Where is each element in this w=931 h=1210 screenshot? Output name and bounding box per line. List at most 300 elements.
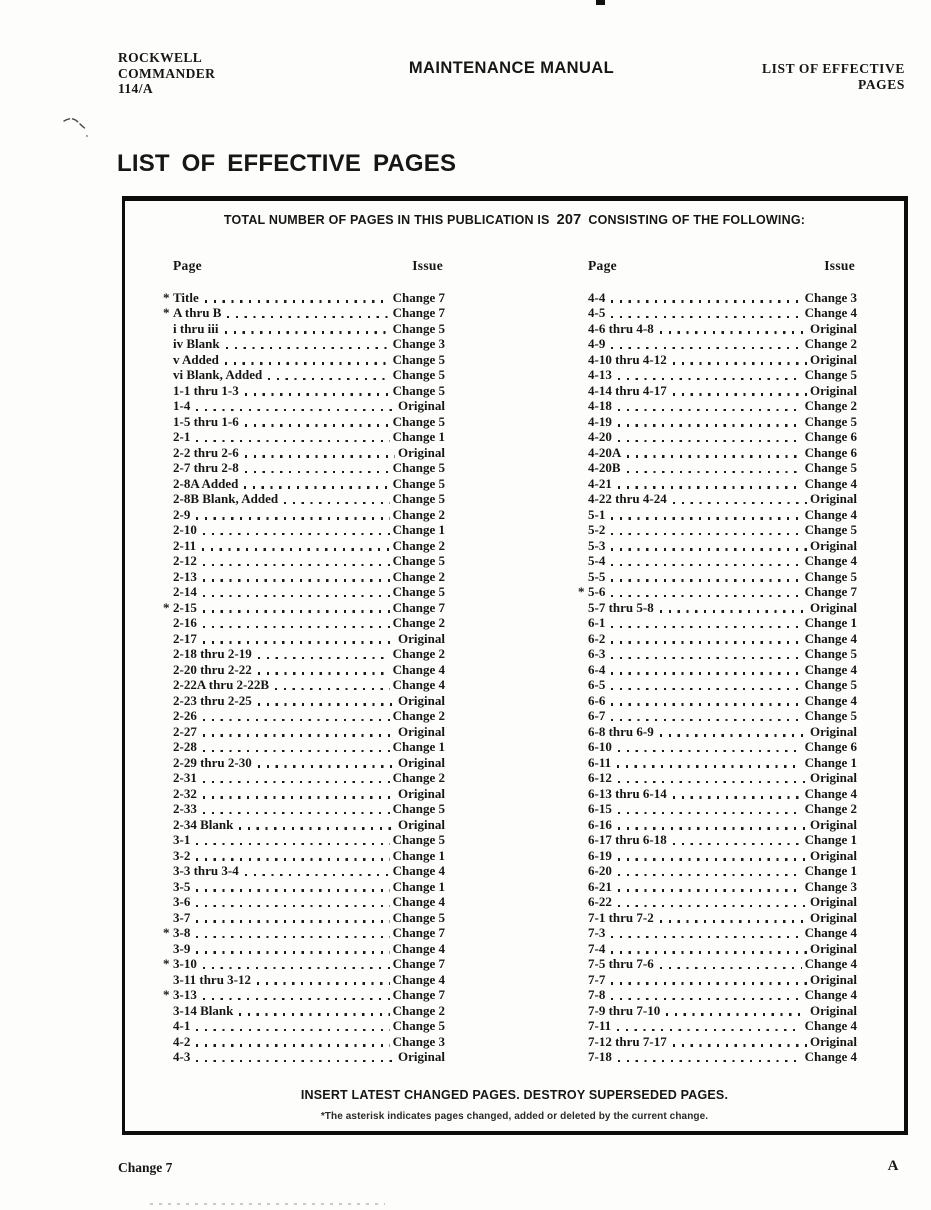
- effective-page-row: [163, 585, 445, 601]
- effective-page-row: [578, 290, 857, 306]
- effective-page-row: [578, 771, 857, 787]
- publisher-line: COMMANDER: [118, 65, 216, 81]
- dot-leader: [611, 688, 801, 690]
- effective-page-row: [163, 445, 445, 461]
- dot-leader: [611, 548, 807, 550]
- page-label: 1-1 thru 1-3: [173, 382, 239, 398]
- page-label: 2-23 thru 2-25: [173, 692, 252, 708]
- effective-page-row: [578, 399, 857, 415]
- page-label: 7-9 thru 7-10: [588, 1002, 661, 1018]
- effective-page-row: [163, 569, 445, 585]
- effective-page-row: [578, 492, 857, 508]
- page-label: 6-11: [588, 754, 612, 770]
- dot-leader: [673, 796, 802, 798]
- page-label: 6-16: [588, 816, 612, 832]
- issue-label: Original: [398, 816, 445, 832]
- dot-leader: [611, 595, 801, 597]
- page-label: 2-22A thru 2-22B: [173, 677, 270, 692]
- effective-page-row: [578, 430, 857, 446]
- effective-page-row: [163, 817, 445, 833]
- effective-page-row: [578, 1003, 857, 1019]
- page-label: 3-8: [173, 925, 191, 940]
- dot-leader: [245, 874, 390, 876]
- issue-label: Change 4: [804, 661, 857, 677]
- pen-squiggle-mark: [58, 112, 94, 142]
- dot-leader: [196, 889, 389, 891]
- effective-page-row: [578, 1034, 857, 1050]
- page-label: 4-22 thru 4-24: [588, 491, 667, 506]
- issue-label: Change 4: [392, 677, 445, 692]
- issue-label: Original: [810, 723, 857, 739]
- dot-leader: [611, 982, 807, 984]
- dot-leader: [618, 1060, 802, 1062]
- dot-leader: [239, 827, 395, 829]
- issue-label: Change 3: [804, 878, 857, 894]
- page-label: 6-17 thru 6-18: [588, 832, 667, 847]
- effective-page-row: [578, 523, 857, 539]
- scan-dots-bottom: [150, 1203, 385, 1205]
- issue-label: Original: [398, 754, 445, 770]
- effective-page-row: [578, 693, 857, 709]
- issue-label: Change 7: [804, 584, 857, 599]
- issue-label: Change 4: [804, 475, 857, 491]
- effective-page-row: [163, 1034, 445, 1050]
- page-label: 6-3: [588, 646, 606, 661]
- effective-page-row: [163, 988, 445, 1004]
- dot-leader: [627, 471, 802, 473]
- dot-leader: [673, 1044, 807, 1046]
- issue-label: Change 1: [804, 863, 857, 878]
- page-label: Title: [173, 289, 199, 305]
- dot-leader: [611, 657, 801, 659]
- page-label: 6-22: [588, 894, 612, 909]
- dot-leader: [627, 455, 801, 457]
- asterisk-marker: *: [163, 599, 170, 615]
- page-label: 5-2: [588, 522, 606, 537]
- issue-label: Change 4: [804, 956, 857, 971]
- issue-label: Change 1: [804, 615, 857, 630]
- page-label: 2-16: [173, 615, 197, 630]
- issue-label: Change 7: [392, 925, 445, 940]
- page-label: 6-10: [588, 739, 612, 754]
- dot-leader: [205, 300, 390, 302]
- dot-leader: [618, 905, 807, 907]
- dot-leader: [618, 781, 807, 783]
- effective-page-row: [578, 337, 857, 353]
- issue-label: Change 2: [392, 506, 445, 522]
- effective-page-row: [163, 693, 445, 709]
- effective-page-row: [578, 414, 857, 430]
- dot-leader: [196, 936, 389, 938]
- effective-page-row: [578, 988, 857, 1004]
- effective-page-row: [578, 569, 857, 585]
- dot-leader: [660, 920, 807, 922]
- asterisk-footnote: *The asterisk indicates pages changed, added or deleted by the current change.: [320, 1111, 709, 1122]
- page-label: 4-13: [588, 367, 612, 382]
- effective-page-row: [578, 461, 857, 477]
- effective-page-row: [163, 895, 445, 911]
- page-label: 3-7: [173, 909, 191, 925]
- issue-label: Change 4: [392, 940, 445, 956]
- effective-page-row: [163, 771, 445, 787]
- page-label: 4-3: [173, 1049, 191, 1064]
- dot-leader: [611, 300, 801, 302]
- dot-leader: [245, 393, 390, 395]
- page-label: 2-33: [173, 801, 197, 816]
- effective-page-row: [163, 352, 445, 368]
- effective-page-row: [163, 709, 445, 725]
- page-label: 5-7 thru 5-8: [588, 599, 654, 615]
- dot-leader: [673, 393, 807, 395]
- dot-leader: [673, 362, 807, 364]
- issue-label: Change 2: [804, 336, 857, 351]
- effective-page-row: [578, 1050, 857, 1066]
- page-label: 2-7 thru 2-8: [173, 460, 239, 475]
- issue-label: Original: [810, 1033, 857, 1049]
- effective-page-row: [163, 972, 445, 988]
- issue-label: Change 4: [804, 1018, 857, 1033]
- issue-label: Change 4: [804, 553, 857, 568]
- running-header: [118, 50, 905, 97]
- dot-leader: [203, 812, 390, 814]
- effective-page-row: [578, 910, 857, 926]
- issue-label: Original: [398, 444, 445, 460]
- issue-label: Change 5: [392, 382, 445, 398]
- effective-page-row: [163, 833, 445, 849]
- issue-label: Original: [810, 537, 857, 553]
- issue-label: Change 5: [392, 413, 445, 429]
- total-suffix: CONSISTING OF THE FOLLOWING:: [588, 213, 806, 227]
- effective-page-row: [578, 895, 857, 911]
- page-label: 7-11: [588, 1018, 612, 1033]
- section-title-block: [705, 61, 905, 93]
- issue-label: Change 5: [392, 491, 445, 506]
- dot-leader: [239, 1013, 389, 1015]
- page-label: 2-29 thru 2-30: [173, 754, 252, 770]
- effective-page-row: [578, 662, 857, 678]
- page-label: 4-14 thru 4-17: [588, 382, 667, 398]
- dot-leader: [227, 316, 389, 318]
- section-title-line: LIST OF EFFECTIVE: [762, 61, 905, 76]
- issue-label: Change 1: [392, 878, 445, 894]
- page-label: 5-5: [588, 568, 606, 584]
- dot-leader: [618, 812, 802, 814]
- effective-page-row: [578, 616, 857, 632]
- dot-leader: [203, 750, 390, 752]
- issue-label: Original: [810, 351, 857, 367]
- issue-label: Change 7: [392, 599, 445, 615]
- effective-page-row: [163, 306, 445, 322]
- issue-label: Change 4: [392, 661, 445, 677]
- issue-label: Change 5: [392, 1018, 445, 1033]
- publisher-line: 114/A: [118, 81, 154, 96]
- issue-label: Change 4: [804, 305, 857, 320]
- asterisk-marker: *: [163, 925, 170, 940]
- effective-page-row: [578, 368, 857, 384]
- page-label: 6-7: [588, 708, 606, 723]
- dot-leader: [196, 517, 389, 519]
- issue-label: Change 4: [392, 894, 445, 909]
- issue-label: Change 4: [804, 506, 857, 522]
- effective-page-row: [578, 507, 857, 523]
- page-label: 5-3: [588, 537, 606, 553]
- page-label: 7-7: [588, 971, 606, 987]
- effective-page-row: [578, 941, 857, 957]
- effective-page-row: [163, 368, 445, 384]
- dot-leader: [203, 719, 390, 721]
- effective-page-row: [163, 786, 445, 802]
- dot-leader: [268, 378, 389, 380]
- issue-label: Change 4: [804, 1049, 857, 1064]
- page-label: 7-1 thru 7-2: [588, 909, 654, 925]
- dot-leader: [673, 502, 807, 504]
- dot-leader: [196, 843, 389, 845]
- issue-label: Change 5: [392, 367, 445, 382]
- issue-label: Change 5: [392, 460, 445, 475]
- dot-leader: [611, 998, 801, 1000]
- dot-leader: [618, 486, 802, 488]
- page-label: 3-14 Blank: [173, 1002, 234, 1018]
- asterisk-marker: *: [163, 987, 170, 1002]
- effective-page-row: [578, 647, 857, 663]
- page-label: 4-2: [173, 1033, 191, 1049]
- total-count: 207: [556, 212, 582, 228]
- page-label: 5-4: [588, 553, 606, 568]
- dot-leader: [673, 843, 802, 845]
- page-label: 2-10: [173, 522, 197, 537]
- effective-page-row: [163, 290, 445, 306]
- manual-title: MAINTENANCE MANUAL: [408, 59, 615, 77]
- dot-leader: [258, 657, 390, 659]
- effective-page-row: [163, 1003, 445, 1019]
- dot-leader: [611, 951, 807, 953]
- issue-label: Change 5: [392, 553, 445, 568]
- dot-leader: [617, 765, 802, 767]
- effective-page-row: [578, 724, 857, 740]
- page-label: 2-8B Blank, Added: [173, 491, 279, 506]
- dot-leader: [245, 424, 390, 426]
- dot-leader: [618, 424, 802, 426]
- page-column-header: Page: [173, 258, 202, 273]
- dot-leader: [611, 719, 801, 721]
- effective-page-row: [578, 972, 857, 988]
- effective-page-row: [163, 802, 445, 818]
- dot-leader: [275, 688, 390, 690]
- page-label: 6-6: [588, 692, 606, 708]
- page-label: 5-1: [588, 506, 606, 522]
- issue-label: Change 1: [392, 847, 445, 863]
- dot-leader: [660, 331, 807, 333]
- effective-page-row: [578, 538, 857, 554]
- issue-label: Change 2: [392, 615, 445, 630]
- dot-leader: [284, 502, 390, 504]
- column-headers: [173, 258, 443, 274]
- effective-page-row: [578, 709, 857, 725]
- page-label: A thru B: [173, 305, 222, 320]
- asterisk-marker: *: [163, 956, 170, 971]
- total-pages-line: [125, 212, 904, 228]
- page-label: 4-20: [588, 429, 612, 444]
- issue-label: Change 7: [392, 987, 445, 1002]
- issue-label: Change 2: [392, 770, 445, 785]
- page-label: 7-3: [588, 925, 606, 940]
- issue-label: Change 5: [804, 413, 857, 429]
- issue-label: Change 2: [392, 1002, 445, 1018]
- effective-page-row: [163, 740, 445, 756]
- issue-label: Change 5: [804, 522, 857, 537]
- page-label: 2-14: [173, 584, 197, 599]
- page-label: 6-2: [588, 630, 606, 646]
- asterisk-marker: *: [163, 305, 170, 320]
- issue-label: Original: [398, 785, 445, 801]
- issue-label: Change 2: [392, 646, 445, 661]
- effective-page-row: [163, 507, 445, 523]
- issue-label: Change 5: [804, 708, 857, 723]
- effective-page-row: [578, 600, 857, 616]
- issue-label: Change 3: [392, 336, 445, 351]
- effective-page-row: [163, 879, 445, 895]
- issue-label: Change 5: [392, 351, 445, 367]
- effective-page-row: [578, 321, 857, 337]
- page-label: 6-19: [588, 847, 612, 863]
- issue-label: Original: [398, 630, 445, 646]
- dot-leader: [225, 362, 390, 364]
- dot-leader: [611, 316, 801, 318]
- page-title: LIST OF EFFECTIVE PAGES: [117, 150, 457, 177]
- page-label: 2-26: [173, 708, 197, 723]
- issue-label: Original: [810, 491, 857, 506]
- issue-label: Change 5: [804, 677, 857, 692]
- effective-page-row: [578, 476, 857, 492]
- page-label: v Added: [173, 351, 219, 367]
- effective-page-row: [163, 492, 445, 508]
- effective-page-row: [163, 461, 445, 477]
- right-column: [578, 258, 857, 1065]
- dot-leader: [196, 905, 389, 907]
- issue-column-header: Issue: [412, 258, 443, 273]
- dot-leader: [618, 409, 802, 411]
- issue-label: Change 7: [392, 305, 445, 320]
- issue-label: Original: [398, 1049, 445, 1064]
- dot-leader: [203, 998, 390, 1000]
- issue-label: Change 4: [392, 863, 445, 878]
- page-label: 3-10: [173, 956, 197, 971]
- page-label: 6-5: [588, 677, 606, 692]
- dot-leader: [611, 533, 801, 535]
- page-label: iv Blank: [173, 336, 220, 351]
- effective-page-row: [163, 755, 445, 771]
- effective-page-row: [163, 321, 445, 337]
- issue-label: Change 1: [392, 429, 445, 444]
- column-headers: [588, 258, 855, 274]
- issue-label: Change 5: [392, 584, 445, 599]
- issue-label: Change 2: [392, 568, 445, 584]
- page-label: 2-8A Added: [173, 475, 239, 491]
- dot-leader: [618, 378, 802, 380]
- issue-label: Original: [810, 599, 857, 615]
- page-label: 7-8: [588, 987, 606, 1002]
- issue-label: Original: [810, 816, 857, 832]
- issue-label: Change 1: [392, 739, 445, 754]
- effective-page-row: [163, 631, 445, 647]
- effective-page-row: [578, 554, 857, 570]
- effective-page-row: [163, 662, 445, 678]
- effective-page-row: [163, 383, 445, 399]
- dot-leader: [225, 331, 390, 333]
- dot-leader: [203, 796, 395, 798]
- effective-page-row: [578, 802, 857, 818]
- dot-leader: [203, 781, 390, 783]
- issue-label: Original: [810, 382, 857, 398]
- page-column-header: Page: [588, 258, 617, 273]
- issue-label: Original: [810, 894, 857, 909]
- dot-leader: [196, 1029, 389, 1031]
- dot-leader: [258, 765, 395, 767]
- issue-label: Original: [810, 909, 857, 925]
- page-label: 2-9: [173, 506, 191, 522]
- page-label: vi Blank, Added: [173, 367, 263, 382]
- effective-page-row: [578, 585, 857, 601]
- page-label: 2-15: [173, 599, 197, 615]
- asterisk-marker: *: [578, 584, 585, 599]
- page-label: 4-20A: [588, 444, 622, 460]
- dot-leader: [258, 703, 395, 705]
- publisher-line: ROCKWELL: [118, 50, 203, 65]
- dot-leader: [245, 471, 390, 473]
- issue-column-header: Issue: [824, 258, 855, 273]
- effective-page-row: [163, 864, 445, 880]
- dot-leader: [203, 641, 395, 643]
- effective-page-row: [578, 864, 857, 880]
- effective-page-row: [578, 740, 857, 756]
- page-label: 2-31: [173, 770, 197, 785]
- issue-label: Change 2: [392, 708, 445, 723]
- issue-label: Change 4: [804, 692, 857, 708]
- total-prefix: TOTAL NUMBER OF PAGES IN THIS PUBLICATION IS: [223, 213, 550, 227]
- issue-label: Change 1: [392, 522, 445, 537]
- dot-leader: [660, 734, 807, 736]
- page-label: 4-20B: [588, 460, 621, 475]
- page-label: 2-32: [173, 785, 197, 801]
- dot-leader: [611, 641, 801, 643]
- effective-page-row: [163, 941, 445, 957]
- dot-leader: [203, 579, 390, 581]
- issue-label: Original: [398, 398, 445, 413]
- effective-page-row: [163, 600, 445, 616]
- page-label: 2-28: [173, 739, 197, 754]
- page-label: 7-18: [588, 1049, 612, 1064]
- issue-label: Change 5: [804, 460, 857, 475]
- dot-leader: [618, 858, 807, 860]
- dot-leader: [611, 564, 801, 566]
- effective-pages-panel: [122, 196, 908, 1135]
- page-label: i thru iii: [173, 320, 219, 336]
- page-label: 4-10 thru 4-12: [588, 351, 667, 367]
- issue-label: Original: [810, 971, 857, 987]
- page-label: 4-5: [588, 305, 606, 320]
- page-label: 2-20 thru 2-22: [173, 661, 252, 677]
- dot-leader: [244, 486, 389, 488]
- effective-page-row: [163, 554, 445, 570]
- insert-notice: INSERT LATEST CHANGED PAGES. DESTROY SUPERSEDED PAGES.: [300, 1088, 729, 1102]
- dot-leader: [196, 1060, 395, 1062]
- page-label: 2-27: [173, 723, 197, 739]
- issue-label: Change 6: [804, 444, 857, 460]
- issue-label: Change 6: [804, 739, 857, 754]
- dot-leader: [611, 703, 801, 705]
- dot-leader: [258, 672, 390, 674]
- issue-label: Original: [810, 940, 857, 956]
